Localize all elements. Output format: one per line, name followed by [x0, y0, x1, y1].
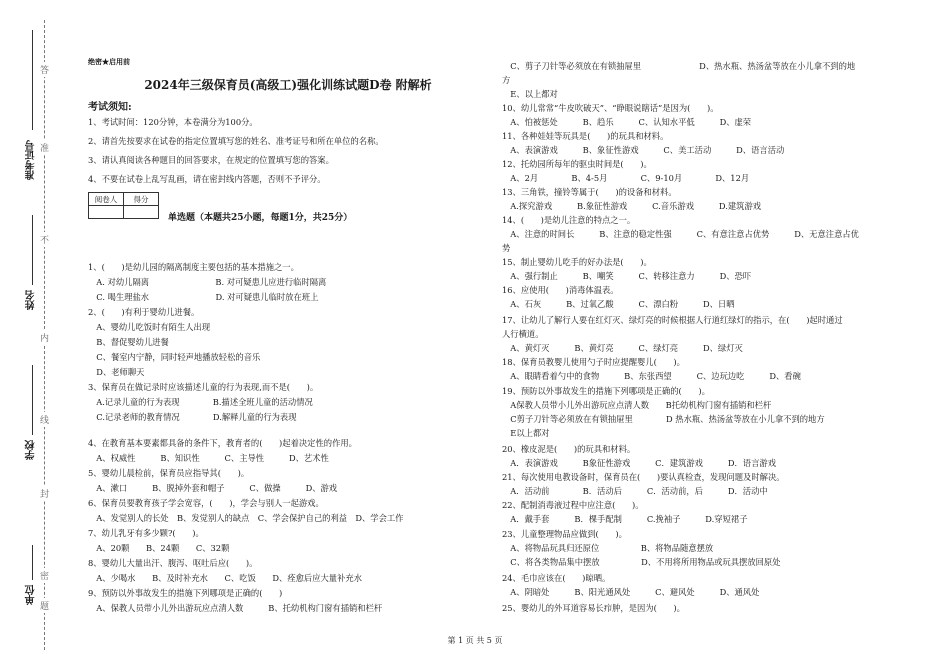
- page-number: 第 1 页 共 5 页: [447, 636, 503, 645]
- unit-field[interactable]: [32, 545, 33, 580]
- question-line: 4、在教育基本要素都具备的条件下，教育者的( )起着决定性的作用。: [88, 438, 357, 448]
- question-line: A、20颗 B、24颗 C、32颗: [88, 543, 230, 553]
- question-line: 14、( )是幼儿注意的特点之一。: [502, 215, 636, 225]
- question-line: 25、婴幼儿的外耳道容易长疖肿，是因为( )。: [502, 603, 685, 613]
- secret-mark: 绝密★启用前: [88, 57, 130, 66]
- question-line: 5、婴幼儿晨检前，保育员应指导其( )。: [88, 468, 250, 478]
- question-line: 人行横道。: [502, 329, 544, 339]
- question-line: 8、婴幼儿大量出汗、腹泻、呕吐后应( )。: [88, 558, 258, 568]
- question-line: 12、托幼园所每年的驱虫时间是( )。: [502, 159, 652, 169]
- seal-char: 不: [40, 232, 49, 247]
- question-line: 6、保育员要教育孩子学会宽容，( )，学会与别人一起游戏。: [88, 498, 324, 508]
- notice-item: 1、考试时间：120分钟，本卷满分为100分。: [88, 117, 258, 127]
- question-line: A、将物品玩具归还原位 B、将物品随意摆放: [502, 543, 714, 553]
- question-line: A、保教人员带小儿外出游玩应点清人数 B、托幼机构门窗有插销和栏杆: [88, 603, 383, 613]
- question-line: A、石灰 B、过氧乙酸 C、漂白粉 D、日晒: [502, 299, 735, 309]
- notice-item: 4、不要在试卷上乱写乱画，请在密封线内答题，否则不予评分。: [88, 174, 326, 184]
- question-line: 19、预防以外事故发生的措施下列哪项是正确的( )。: [502, 386, 710, 396]
- question-line: 2、( )有利于婴幼儿进餐。: [88, 307, 200, 317]
- question-line: 9、预防以外事故发生的措施下列哪项是正确的( ): [88, 588, 283, 598]
- left-column: [88, 0, 488, 671]
- question-line: C.记录老师的教育情况 D.解释儿童的行为表现: [88, 412, 297, 422]
- question-line: 22、配制消毒液过程中应注意( )。: [502, 500, 644, 510]
- question-line: A、权威性 B、知识性 C、主导性 D、艺术性: [88, 453, 329, 463]
- question-line: C. 喝生理盐水 D. 对可疑患儿临时放在班上: [88, 292, 319, 302]
- grader-cell[interactable]: [89, 206, 124, 219]
- question-line: A、少喝水 B、及时补充水 C、吃饭 D、痊愈后应大量补充水: [88, 573, 362, 583]
- binding-label-school: 学校: [26, 440, 37, 460]
- seal-char: 密: [40, 568, 49, 583]
- question-line: 17、让幼儿了解行人要在红灯灭、绿灯亮的时候根据人行道红绿灯的指示，在( )起时通过: [502, 315, 843, 325]
- question-line: A、阴暗处 B、阳光通风处 C、避风处 D、通风处: [502, 587, 760, 597]
- question-line: 1、( )是幼儿园的隔离制度主要包括的基本措施之一。: [88, 262, 299, 272]
- exam-number-field[interactable]: [32, 30, 33, 130]
- question-line: 24、毛巾应该在( )晾晒。: [502, 573, 611, 583]
- question-line: D、老师聊天: [88, 367, 145, 377]
- question-line: 23、儿童整理物品应做到( )。: [502, 529, 627, 539]
- seal-char: 线: [40, 412, 49, 427]
- score-table: [88, 192, 159, 219]
- question-line: A、发觉别人的长处 B、发觉别人的缺点 C、学会保护自己的利益 D、学会工作: [88, 513, 404, 523]
- question-line: A．活动前 B．活动后 C．活动前，后 D．活动中: [502, 486, 768, 496]
- question-line: 13、三角铁，撞铃等属于( )的设备和材料。: [502, 187, 677, 197]
- question-line: B、督促婴幼儿进餐: [88, 337, 169, 347]
- question-line: A．表演游戏 B象征性游戏 C．建筑游戏 D．语言游戏: [502, 458, 776, 468]
- question-line: A保教人员带小儿外出游玩应点清人数 B托幼机构门窗有插销和栏杆: [502, 400, 772, 410]
- question-line: A.探究游戏 B.象征性游戏 C.音乐游戏 D.建筑游戏: [502, 201, 762, 211]
- seal-char: 答: [40, 62, 49, 77]
- question-line: 7、幼儿乳牙有多少颗?( )。: [88, 528, 204, 538]
- school-field[interactable]: [32, 365, 33, 435]
- seal-char: 内: [40, 330, 49, 345]
- question-line: 15、制止婴幼儿吃手的好办法是( )。: [502, 257, 652, 267]
- notice-heading: 考试须知:: [88, 102, 132, 113]
- question-line: A、2月 B、4-5月 C、9-10月 D、12月: [502, 173, 750, 183]
- page-title: 2024年三级保育员(高级工)强化训练试题D卷 附解析: [144, 78, 432, 92]
- notice-item: 3、请认真阅读各种题目的回答要求，在规定的位置填写您的答案。: [88, 155, 334, 165]
- question-line: A、婴幼儿吃饭时有陌生人出现: [88, 322, 211, 332]
- question-line: A、漱口 B、脱掉外套和帽子 C、做操 D、游戏: [88, 483, 338, 493]
- question-line: A、怕被惩处 B、趋乐 C、认知水平低 D、虚荣: [502, 117, 752, 127]
- question-line: 11、各种娃娃等玩具是( )的玩具和材料。: [502, 131, 669, 141]
- score-table-score: 得分: [124, 193, 159, 206]
- binding-margin: [0, 0, 70, 671]
- seal-char: 准: [40, 140, 49, 155]
- score-cell[interactable]: [124, 206, 159, 219]
- question-line: 方: [502, 75, 511, 85]
- question-line: C、餐室内宁静，同时轻声地播放轻松的音乐: [88, 352, 261, 362]
- question-line: 20、橡皮泥是( )的玩具和材料。: [502, 444, 636, 454]
- binding-label-exam-number: 准考证号: [26, 140, 37, 180]
- notice-item: 2、请首先按要求在试卷的指定位置填写您的姓名、准考证号和所在单位的名称。: [88, 136, 384, 146]
- question-line: 18、保育员教婴儿使用勺子时应提醒婴儿( )。: [502, 357, 685, 367]
- question-line: 3、保育员在做记录时应该描述儿童的行为表现,而不是( )。: [88, 382, 319, 392]
- question-line: C剪子刀针等必须放在有锁抽屉里 D 热水瓶、热汤盆等放在小儿拿不到的地方: [502, 414, 825, 424]
- question-line: 势: [502, 243, 511, 253]
- score-table-grader: 阅卷人: [89, 193, 124, 206]
- question-line: 10、幼儿常常“牛皮吹破天”、“睁眼说瞎话”是因为( )。: [502, 103, 719, 113]
- section-heading: 单选题（本题共25小题，每题1分，共25分）: [168, 213, 353, 223]
- question-line: A．戴手套 B．棵手配制 C.挽袖子 D.穿短裙子: [502, 514, 748, 524]
- binding-label-unit: 单位: [26, 585, 37, 605]
- question-line: A.记录儿童的行为表现 B.描述全班儿童的活动情况: [88, 397, 313, 407]
- question-line: A. 对幼儿隔离 B. 对可疑患儿应进行临时隔离: [88, 277, 327, 287]
- right-column: [502, 0, 922, 671]
- seal-char: 题: [40, 598, 49, 613]
- name-field[interactable]: [32, 215, 33, 285]
- binding-label-name: 姓名: [26, 290, 37, 310]
- question-line: 16、应使用( )消毒体温表。: [502, 285, 619, 295]
- question-line: C、剪子刀针等必须放在有锁抽屉里 D、热水瓶、热汤盆等放在小儿拿不到的地: [502, 61, 856, 71]
- question-line: E、以上都对: [502, 89, 558, 99]
- question-line: E以上都对: [502, 428, 550, 438]
- question-line: A、强行制止 B、嘲笑 C、转移注意力 D、恐吓: [502, 271, 752, 281]
- question-line: C、将各类物品集中摆放 D、不用将所用物品或玩具摆放回原处: [502, 557, 781, 567]
- question-line: A、眼睛看着勺中的食物 B、东张西望 C、边玩边吃 D、看碗: [502, 371, 801, 381]
- seal-char: 封: [40, 486, 49, 501]
- question-line: A、注意的时间长 B、注意的稳定性强 C、有意注意占优势 D、无意注意占优: [502, 229, 859, 239]
- question-line: 21、每次使用电教设备时，保育员在( )要认真检查，发现问题及时解决。: [502, 472, 785, 482]
- question-line: A、表演游戏 B、象征性游戏 C、美工活动 D、语言活动: [502, 145, 785, 155]
- question-line: A、黄灯灭 B、黄灯亮 C、绿灯亮 D、绿灯灭: [502, 343, 743, 353]
